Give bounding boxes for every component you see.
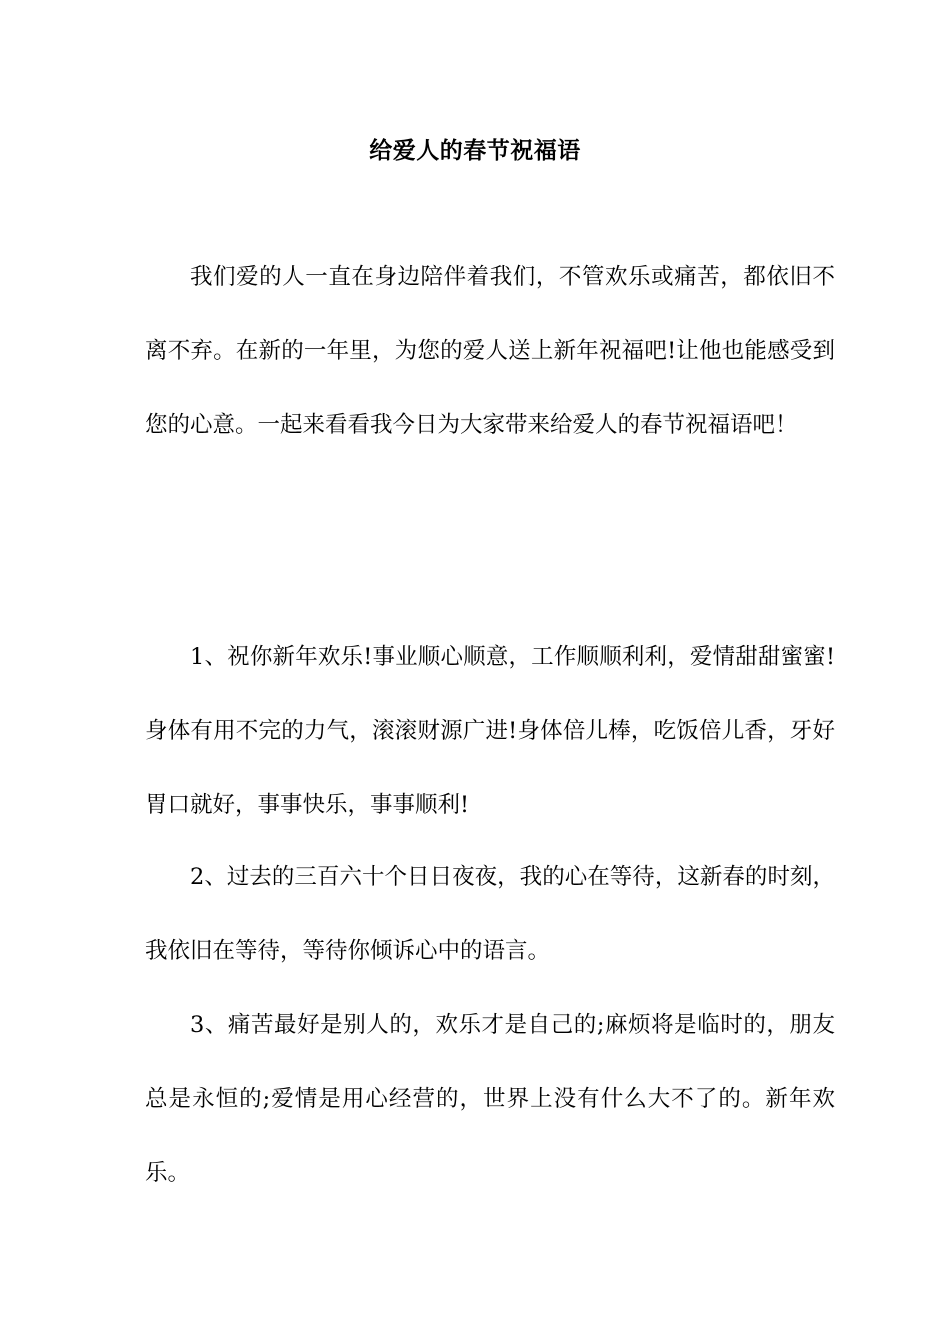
blessing-item-2: 2、过去的三百六十个日日夜夜，我的心在等待，这新春的时刻，我依旧在等待，等待你倾诉心中的语言。 <box>145 864 835 964</box>
intro-paragraph: 我们爱的人一直在身边陪伴着我们，不管欢乐或痛苦，都依旧不离不弃。在新的一年里，为您的爱人送上新年祝福吧!让他也能感受到您的心意。一起来看看我今日为大家带来给爱人的春节祝福语吧！ <box>145 264 835 438</box>
blessing-item-1: 1、祝你新年欢乐!事业顺心顺意，工作顺顺利利，爱情甜甜蜜蜜!身体有用不完的力气，滚滚财源广进!身体倍儿棒，吃饭倍儿香，牙好胃口就好，事事快乐，事事顺利! <box>145 644 835 818</box>
document-title: 给爱人的春节祝福语 <box>369 137 581 164</box>
blessing-item-3: 3、痛苦最好是别人的，欢乐才是自己的;麻烦将是临时的，朋友总是永恒的;爱情是用心经营的，世界上没有什么大不了的。新年欢乐。 <box>145 1012 835 1186</box>
